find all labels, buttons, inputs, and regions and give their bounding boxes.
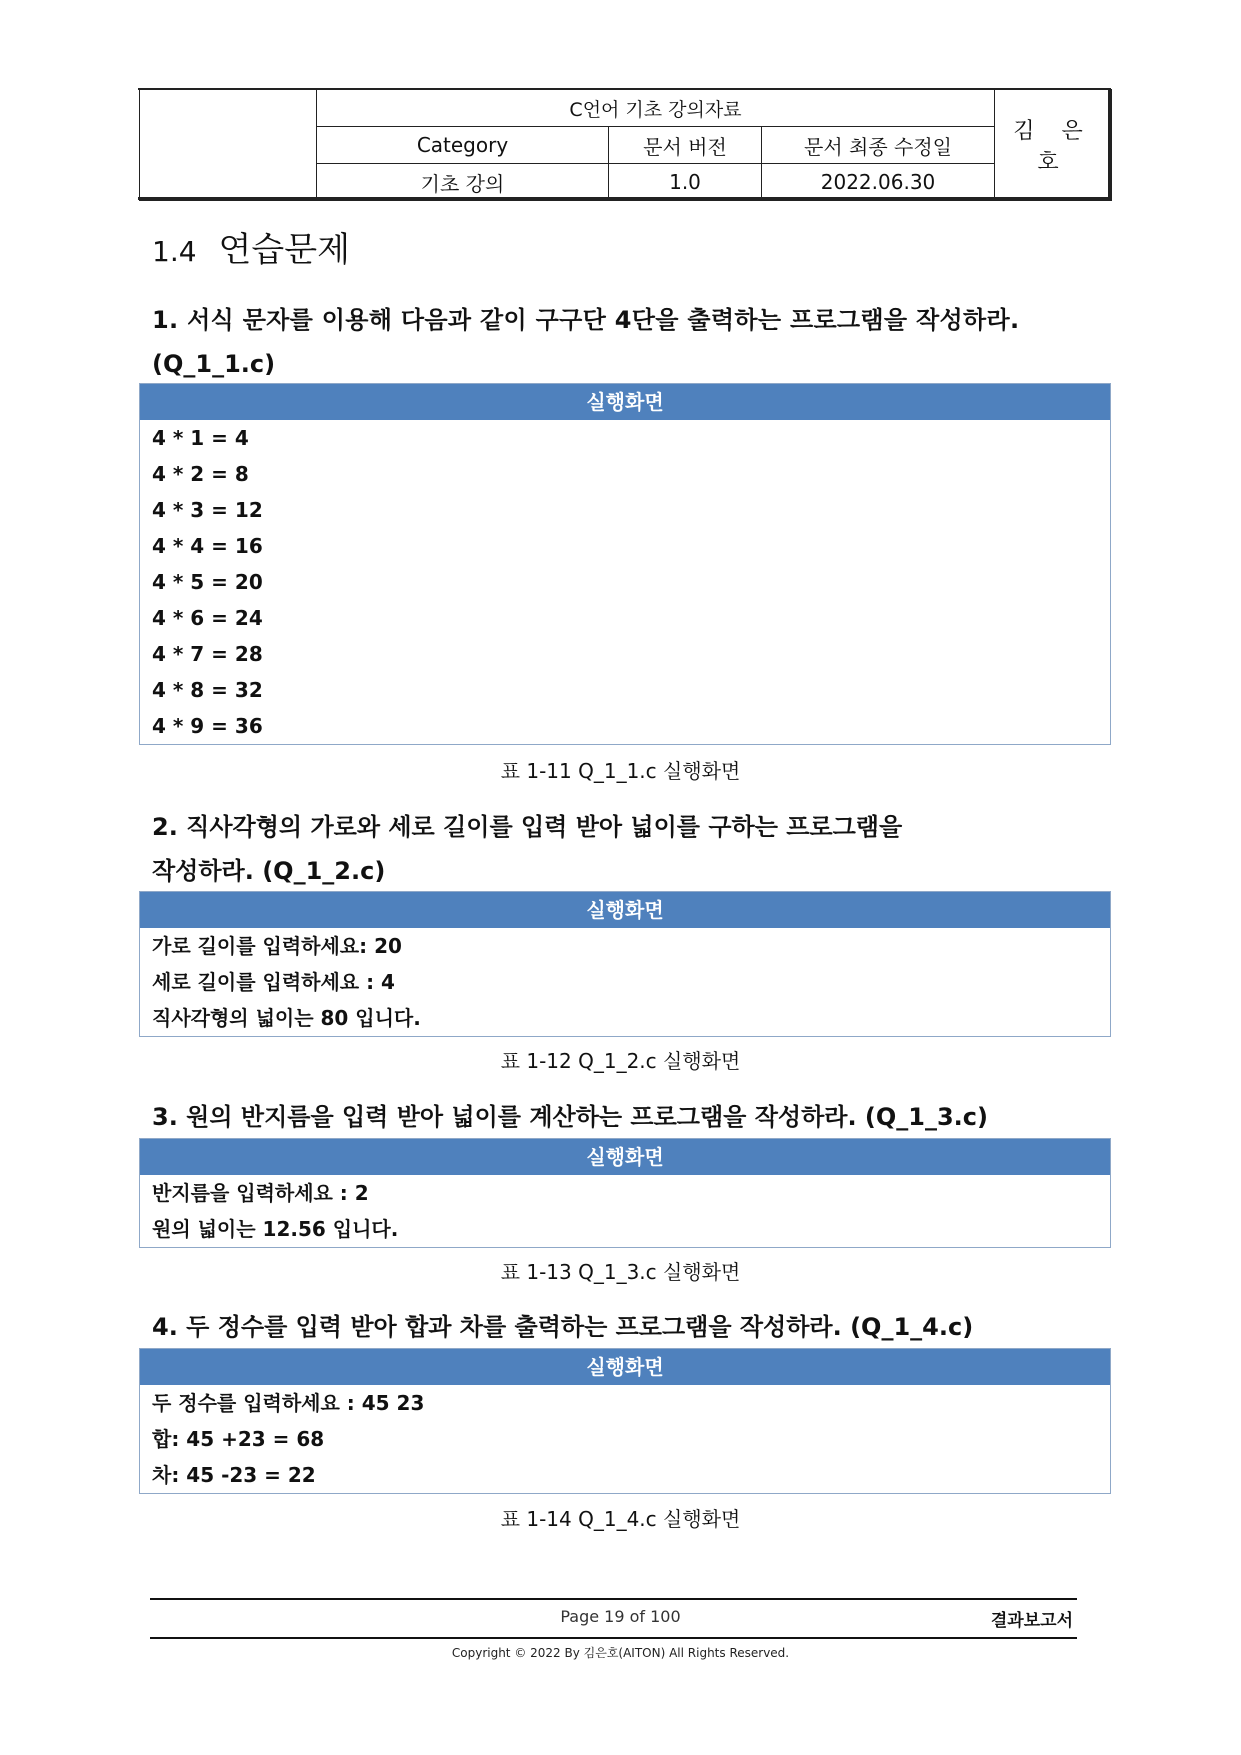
run-output-box <box>139 1138 1111 1248</box>
question-text: 1. 서식 문자를 이용해 다음과 같이 구구단 4단을 출력하는 프로그램을 작성하라. <box>152 306 1020 334</box>
output-line: 4 * 2 = 8 <box>152 462 249 486</box>
table-caption: 표 1-12 Q_1_2.c 실행화면 <box>500 1049 741 1073</box>
footer-divider-top <box>150 1598 1077 1600</box>
question-filename: (Q_1_1.c) <box>152 350 276 378</box>
question-4 <box>152 1305 973 1349</box>
output-line: 4 * 9 = 36 <box>152 714 263 738</box>
output-line: 4 * 7 = 28 <box>152 642 263 666</box>
output-line: 4 * 4 = 16 <box>152 534 263 558</box>
run-box-header: 실행화면 <box>140 1349 1110 1385</box>
run-output-box <box>139 1348 1111 1494</box>
question-text: 4. 두 정수를 입력 받아 합과 차를 출력하는 프로그램을 작성하라. (Q_1_4.c) <box>152 1313 974 1341</box>
author-name: 김 은 호 <box>995 90 1112 201</box>
modified-date-label: 문서 최종 수정일 <box>762 127 995 164</box>
output-line: 두 정수를 입력하세요 : 45 23 <box>152 1391 425 1415</box>
output-line: 세로 길이를 입력하세요 : 4 <box>152 970 395 994</box>
question-text: 3. 원의 반지름을 입력 받아 넓이를 계산하는 프로그램을 작성하라. (Q_1_3.c) <box>152 1103 988 1131</box>
run-box-header: 실행화면 <box>140 892 1110 928</box>
modified-date-value: 2022.06.30 <box>762 164 995 201</box>
output-line: 4 * 5 = 20 <box>152 570 263 594</box>
output-line: 4 * 3 = 12 <box>152 498 263 522</box>
copyright-notice: Copyright © 2022 By 김은호(AITON) All Rights Reserved. <box>451 1646 790 1660</box>
output-line: 4 * 6 = 24 <box>152 606 263 630</box>
category-label: Category <box>317 127 609 164</box>
output-line: 가로 길이를 입력하세요: 20 <box>152 934 402 958</box>
section-title: 연습문제 <box>218 230 350 270</box>
table-caption: 표 1-11 Q_1_1.c 실행화면 <box>500 759 741 783</box>
table-caption: 표 1-13 Q_1_3.c 실행화면 <box>500 1260 741 1284</box>
output-line: 4 * 8 = 32 <box>152 678 263 702</box>
output-line: 차: 45 -23 = 22 <box>152 1463 316 1487</box>
run-output-box <box>139 891 1111 1037</box>
version-label: 문서 버전 <box>609 127 762 164</box>
table-caption: 표 1-14 Q_1_4.c 실행화면 <box>500 1507 741 1531</box>
version-value: 1.0 <box>609 164 762 201</box>
output-line: 원의 넓이는 12.56 입니다. <box>152 1217 399 1241</box>
output-line: 합: 45 +23 = 68 <box>152 1427 325 1451</box>
page-number: Page 19 of 100 <box>560 1607 681 1626</box>
output-line: 4 * 1 = 4 <box>152 426 249 450</box>
question-2 <box>152 805 902 893</box>
report-label: 결과보고서 <box>990 1611 1073 1631</box>
category-value: 기초 강의 <box>317 164 609 201</box>
footer-divider-bottom <box>150 1637 1077 1639</box>
output-line: 반지름을 입력하세요 : 2 <box>152 1181 369 1205</box>
question-text-continued: 작성하라. (Q_1_2.c) <box>152 857 386 885</box>
run-box-header: 실행화면 <box>140 384 1110 420</box>
output-line: 직사각형의 넓이는 80 입니다. <box>152 1006 421 1030</box>
section-heading <box>152 222 350 271</box>
run-box-header: 실행화면 <box>140 1139 1110 1175</box>
run-output-box <box>139 383 1111 745</box>
document-header-table <box>139 89 1112 201</box>
header-logo-cell <box>140 90 317 201</box>
section-number: 1.4 <box>152 235 197 268</box>
doc-title: C언어 기초 강의자료 <box>317 90 995 127</box>
question-3 <box>152 1095 988 1139</box>
question-text: 2. 직사각형의 가로와 세로 길이를 입력 받아 넓이를 구하는 프로그램을 <box>152 813 903 841</box>
question-1 <box>152 298 1107 386</box>
